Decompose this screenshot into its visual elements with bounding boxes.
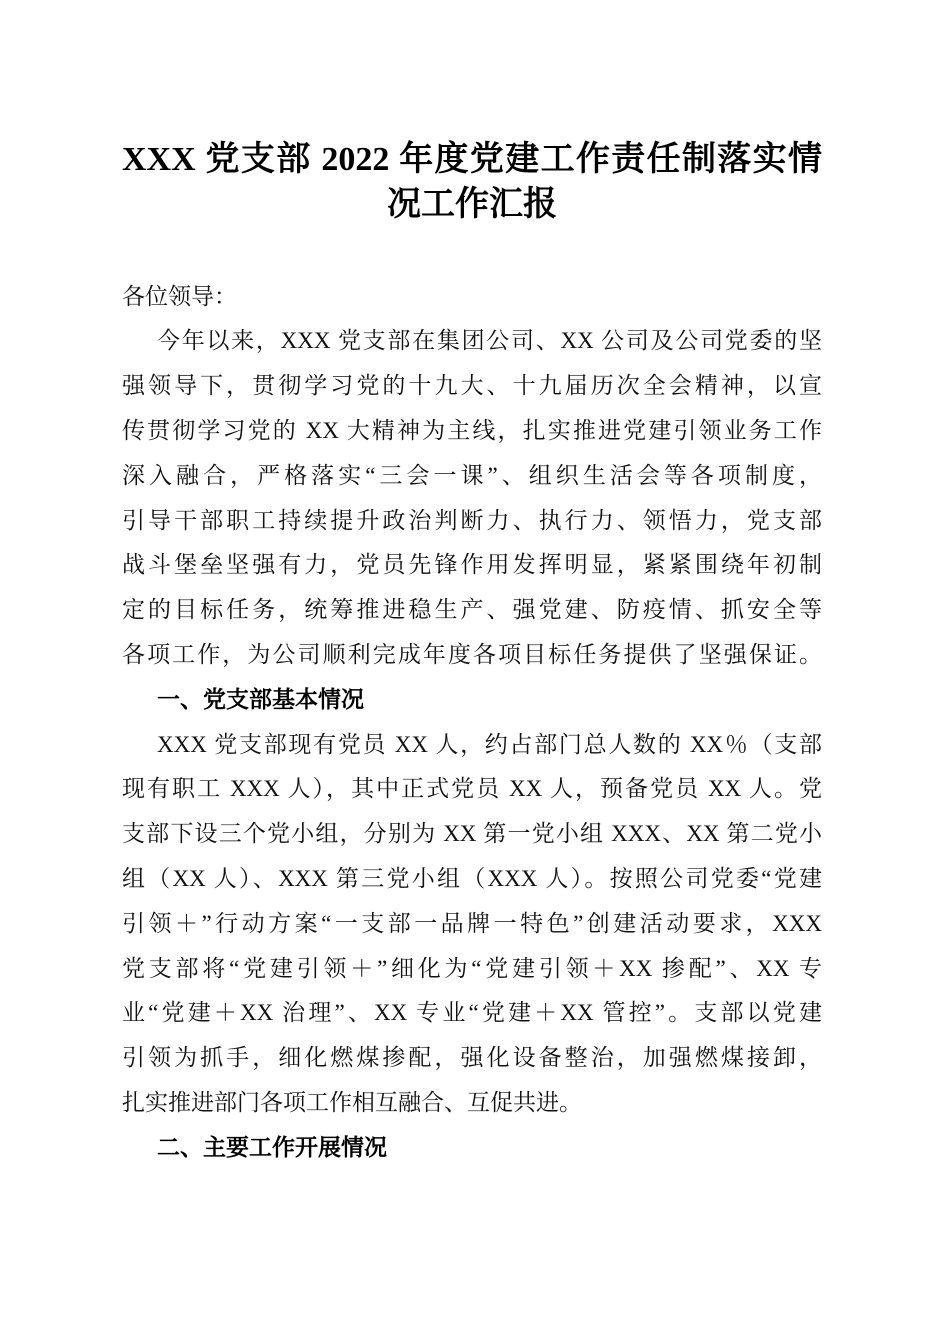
paragraph-line: 深入融合，严格落实“三会一课”、组织生活会等各项制度， [122,462,822,488]
paragraph-line: 党支部将“党建引领＋”细化为“党建引领＋XX 掺配”、XX 专 [122,955,822,981]
paragraph-line: 各项工作，为公司顺利完成年度各项目标任务提供了坚强保证。 [122,641,822,667]
paragraph-2 [122,723,822,1126]
paragraph-line: 扎实推进部门各项工作相互融合、互促共进。 [122,1089,582,1115]
paragraph-line: 组（XX 人）、XXX 第三党小组（XXX 人）。按照公司党委“党建 [122,865,822,891]
paragraph-line: 现有职工 XXX 人），其中正式党员 XX 人，预备党员 XX 人。党 [122,776,822,802]
paragraph-line: 引导干部职工持续提升政治判断力、执行力、领悟力，党支部 [122,507,822,533]
paragraph-line: 引领为抓手，细化燃煤掺配，强化设备整治，加强燃煤接卸， [122,1045,822,1071]
paragraph-line: 业“党建＋XX 治理”、XX 专业“党建＋XX 管控”。支部以党建 [122,1000,822,1026]
paragraph-line: 支部下设三个党小组，分别为 XX 第一党小组 XXX、XX 第二党小 [122,821,822,847]
paragraph-line: XXX 党支部现有党员 XX 人，约占部门总人数的 XX％（支部 [157,731,822,757]
paragraph-line: 定的目标任务，统筹推进稳生产、强党建、防疫情、抓安全等 [122,597,822,623]
title-line-1: XXX 党支部 2022 年度党建工作责任制落实情 [122,141,822,178]
paragraph-line: 强领导下，贯彻学习党的十九大、十九届历次全会精神，以宣 [122,373,822,399]
document-title [122,137,822,227]
section-heading-1: 一、党支部基本情况 [157,686,364,713]
title-line-2: 况工作汇报 [387,186,557,223]
section-heading-2: 二、主要工作开展情况 [157,1134,387,1161]
paragraph-line: 战斗堡垒坚强有力，党员先锋作用发挥明显，紧紧围绕年初制 [122,552,822,578]
paragraph-line: 传贯彻学习党的 XX 大精神为主线，扎实推进党建引领业务工作 [122,417,822,443]
salutation: 各位领导： [122,283,237,309]
document-body [122,275,822,1171]
paragraph-line: 引领＋”行动方案“一支部一品牌一特色”创建活动要求，XXX [122,910,822,936]
paragraph-1 [122,319,822,677]
paragraph-line: 今年以来，XXX 党支部在集团公司、XX 公司及公司党委的坚 [157,328,822,354]
